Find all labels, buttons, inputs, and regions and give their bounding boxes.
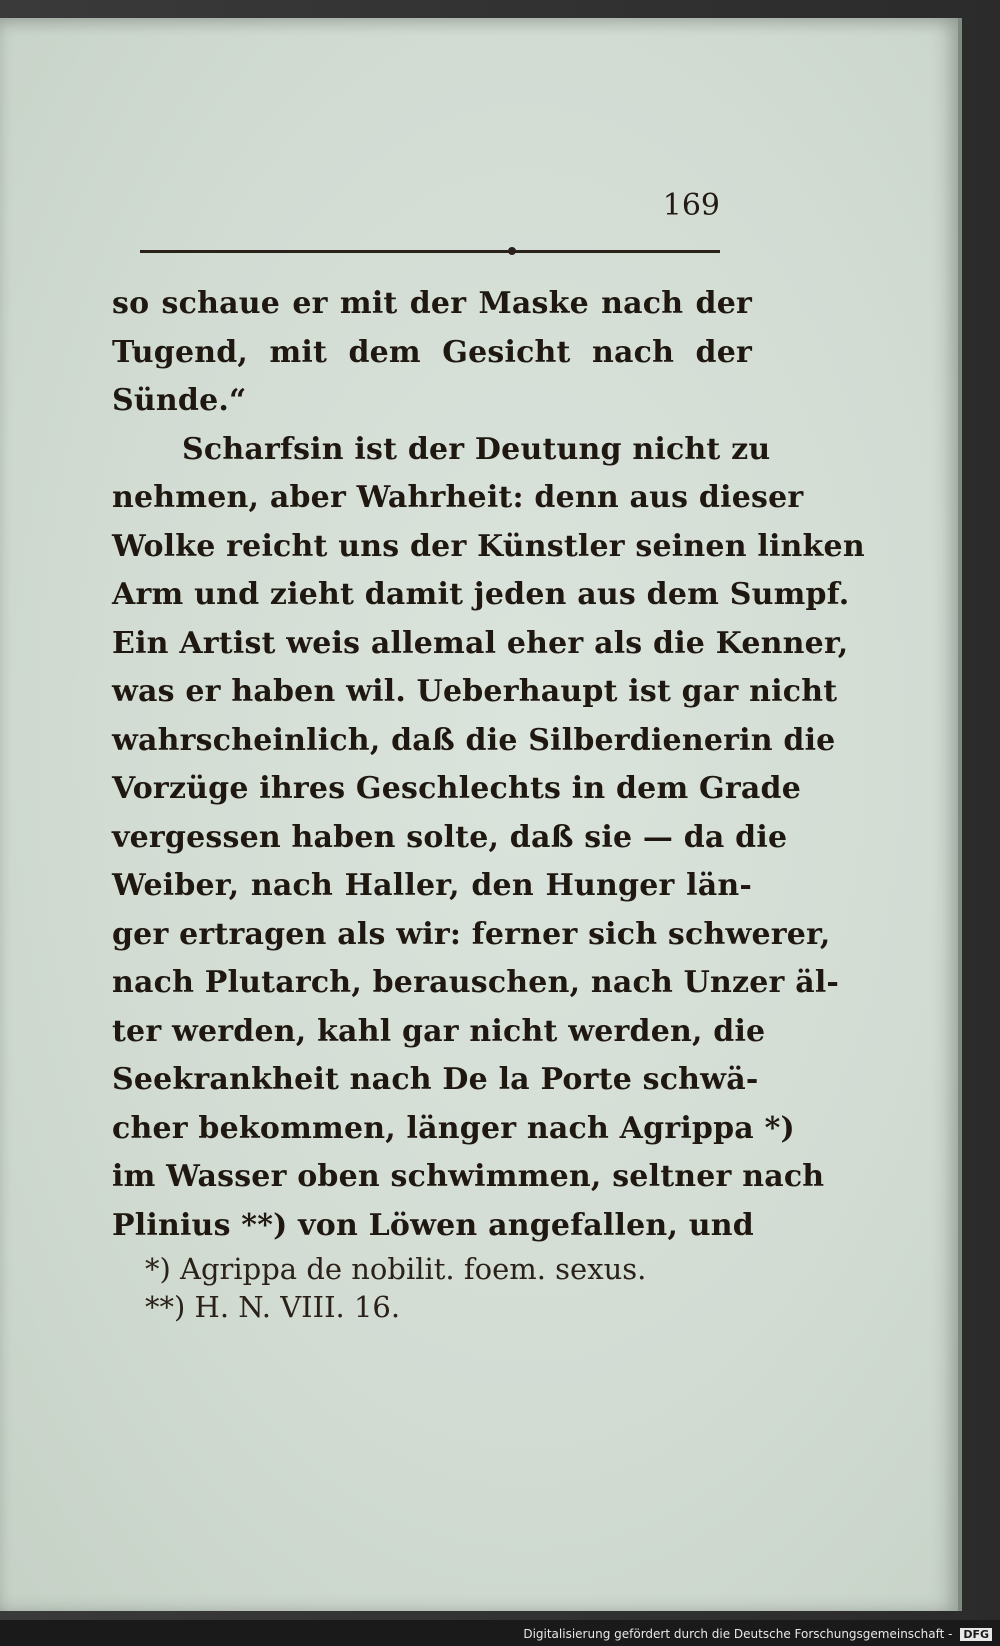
text-line: Vorzüge ihres Geschlechts in dem Grade [112,771,801,806]
footer-credit-text: Digitalisierung gefördert durch die Deutsche Forschungsgemeinschaft - [523,1627,953,1641]
footnotes [145,1250,745,1326]
footer-credit [523,1627,992,1641]
header-rule [140,250,720,253]
text-line: cher bekommen, länger nach Agrippa *) [112,1110,795,1146]
text-line: Plinius **) von Löwen angefallen, und [112,1207,754,1243]
text-line: im Wasser oben schwimmen, seltner nach [112,1159,825,1194]
page-number: 169 [662,188,720,223]
text-line: Tugend, mit dem Gesicht nach der [112,334,752,370]
footer-bar [0,1620,1000,1646]
text-line: ger ertragen als wir: ferner sich schwerer, [112,916,831,952]
text-line: so schaue er mit der Maske nach der [112,286,752,321]
body-text [112,280,865,1250]
text-line: nach Plutarch, berauschen, nach Unzer äl- [112,965,840,1000]
text-line: Scharfsin ist der Deutung nicht zu [182,431,771,467]
text-line: Seekrankheit nach De la Porte schwä- [112,1062,759,1097]
text-line: Weiber, nach Haller, den Hunger län- [112,868,752,903]
footnote: *) Agrippa de nobilit. foem. sexus. [145,1252,647,1286]
header-rule-ornament [508,247,516,255]
text-line: Sünde.“ [112,383,247,418]
dfg-logo: DFG [960,1628,992,1641]
text-line: vergessen haben solte, daß sie — da die [112,819,788,855]
text-line: Wolke reicht uns der Künstler seinen linken [112,528,865,564]
footnote: **) H. N. VIII. 16. [145,1290,401,1324]
book-page [0,18,962,1611]
text-line: Arm und zieht damit jeden aus dem Sumpf. [112,577,850,612]
text-line: wahrscheinlich, daß die Silberdienerin die [112,722,836,758]
text-line: nehmen, aber Wahrheit: denn aus dieser [112,480,804,515]
text-line: Ein Artist weis allemal eher als die Kenner, [112,625,849,661]
text-line: ter werden, kahl gar nicht werden, die [112,1013,766,1049]
text-line: was er haben wil. Ueberhaupt ist gar nicht [112,674,838,709]
